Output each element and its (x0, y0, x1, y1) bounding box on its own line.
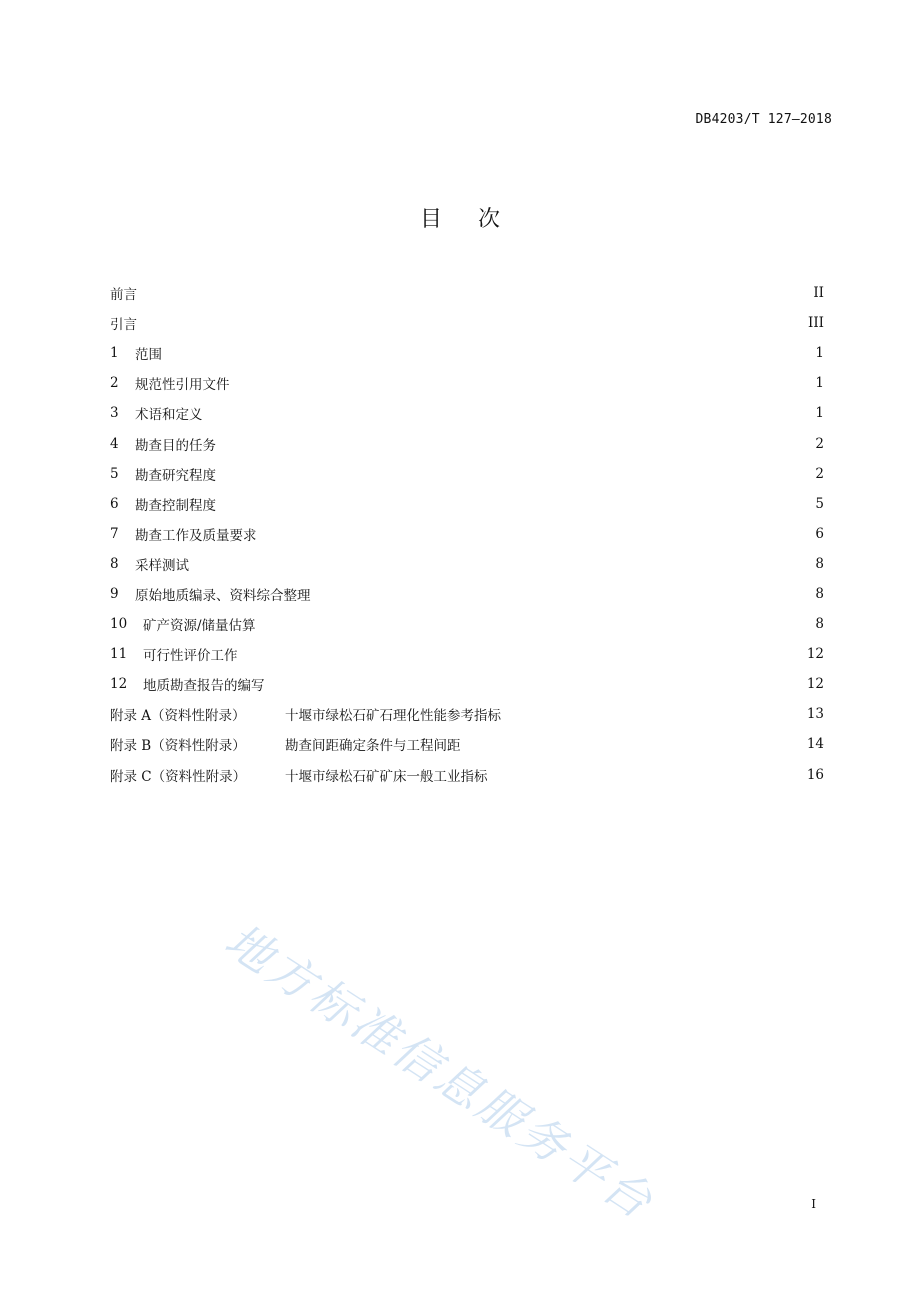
toc-entry-number: 附录 B（资料性附录） (110, 738, 246, 755)
toc-entry[interactable] (110, 639, 824, 669)
toc-leader-dots (259, 526, 814, 541)
toc-leader-dots (313, 586, 814, 601)
toc-entry-number: 5 (110, 465, 119, 482)
toc-entry-number: 12 (110, 676, 128, 693)
watermark: 地方标准信息服务平台 (215, 912, 665, 1231)
toc-leader-dots (463, 737, 805, 752)
toc-entry-number: 6 (110, 495, 119, 512)
toc-leader-dots (218, 496, 813, 511)
toc-leader-dots (191, 556, 813, 571)
toc-leader-dots (232, 376, 814, 391)
toc-entry-number: 2 (110, 375, 119, 392)
toc-entry[interactable] (110, 579, 824, 609)
page-number: I (811, 1197, 816, 1211)
toc-entry-number: 附录 C（资料性附录） (110, 768, 247, 785)
toc-entry-page: 1 (815, 345, 824, 362)
toc-entry-label: 范围 (135, 347, 162, 364)
toc-entry-page: 1 (815, 375, 824, 392)
toc-entry-number: 4 (110, 435, 119, 452)
toc-entry-label: 规范性引用文件 (135, 377, 230, 394)
toc-entry[interactable] (110, 338, 824, 368)
toc-entry-label: 原始地质编录、资料综合整理 (135, 587, 311, 604)
toc-entry[interactable] (110, 609, 824, 639)
toc-entry-label: 采样测试 (135, 557, 189, 574)
toc-entry-number: 7 (110, 525, 119, 542)
toc-entry-page: 16 (806, 766, 824, 783)
toc-title-char-2: 次 (478, 207, 501, 232)
toc-entry-label: 前言 (110, 287, 137, 304)
toc-entry-page: 8 (815, 555, 824, 572)
toc-entry-number: 11 (110, 646, 128, 663)
toc-leader-dots (258, 617, 814, 632)
toc-leader-dots (139, 286, 811, 301)
toc-title (0, 202, 920, 233)
toc-entry[interactable] (110, 549, 824, 579)
toc-entry-label: 引言 (110, 317, 137, 334)
toc-entry-page: III (808, 315, 824, 332)
toc-entry-label: 勘查研究程度 (135, 467, 216, 484)
toc-leader-dots (503, 707, 805, 722)
toc-entry-number: 10 (110, 616, 128, 633)
toc-entry-page: 2 (815, 465, 824, 482)
toc-entry[interactable] (110, 729, 824, 759)
toc-entry-page: 13 (806, 706, 824, 723)
toc-entry-number: 3 (110, 405, 119, 422)
toc-entry-number: 8 (110, 555, 119, 572)
toc-leader-dots (218, 436, 813, 451)
toc-entry-label: 可行性评价工作 (143, 648, 238, 665)
toc-title-char-1: 目 (419, 207, 442, 232)
toc-entry-number: 9 (110, 585, 119, 602)
toc-entry[interactable] (110, 459, 824, 489)
toc-entry-page: 2 (815, 435, 824, 452)
toc-entry-page: II (813, 285, 824, 302)
toc-entry[interactable] (110, 428, 824, 458)
toc-leader-dots (240, 647, 805, 662)
toc-entry[interactable] (110, 489, 824, 519)
toc-entry-page: 1 (815, 405, 824, 422)
toc-entry-page: 14 (806, 736, 824, 753)
toc-entry-page: 12 (806, 646, 824, 663)
toc-entry-label: 十堰市绿松石矿矿床一般工业指标 (285, 768, 488, 785)
toc-leader-dots (205, 406, 814, 421)
toc-list (110, 278, 824, 790)
toc-leader-dots (218, 466, 813, 481)
toc-leader-dots (164, 346, 813, 361)
toc-entry-page: 6 (815, 525, 824, 542)
toc-entry-page: 12 (806, 676, 824, 693)
toc-entry-label: 矿产资源/储量估算 (143, 618, 256, 635)
toc-entry[interactable] (110, 398, 824, 428)
toc-entry-page: 5 (815, 495, 824, 512)
toc-entry-number: 1 (110, 345, 119, 362)
toc-entry-label: 术语和定义 (135, 407, 203, 424)
toc-entry-page: 8 (815, 616, 824, 633)
toc-entry[interactable] (110, 669, 824, 699)
toc-entry[interactable] (110, 368, 824, 398)
doc-code: DB4203/T 127—2018 (695, 112, 832, 127)
toc-entry[interactable] (110, 278, 824, 308)
toc-entry[interactable] (110, 699, 824, 729)
toc-entry-label: 十堰市绿松石矿石理化性能参考指标 (285, 708, 501, 725)
toc-entry[interactable] (110, 760, 824, 790)
toc-entry-label: 勘查工作及质量要求 (135, 527, 257, 544)
toc-entry-label: 勘查目的任务 (135, 437, 216, 454)
toc-entry-number: 附录 A（资料性附录） (110, 708, 246, 725)
toc-entry[interactable] (110, 308, 824, 338)
toc-entry-page: 8 (815, 585, 824, 602)
toc-entry[interactable] (110, 519, 824, 549)
toc-leader-dots (267, 677, 805, 692)
toc-entry-label: 勘查控制程度 (135, 497, 216, 514)
toc-leader-dots (490, 767, 805, 782)
toc-entry-label: 地质勘查报告的编写 (143, 678, 265, 695)
toc-entry-label: 勘查间距确定条件与工程间距 (285, 738, 461, 755)
toc-leader-dots (139, 316, 806, 331)
